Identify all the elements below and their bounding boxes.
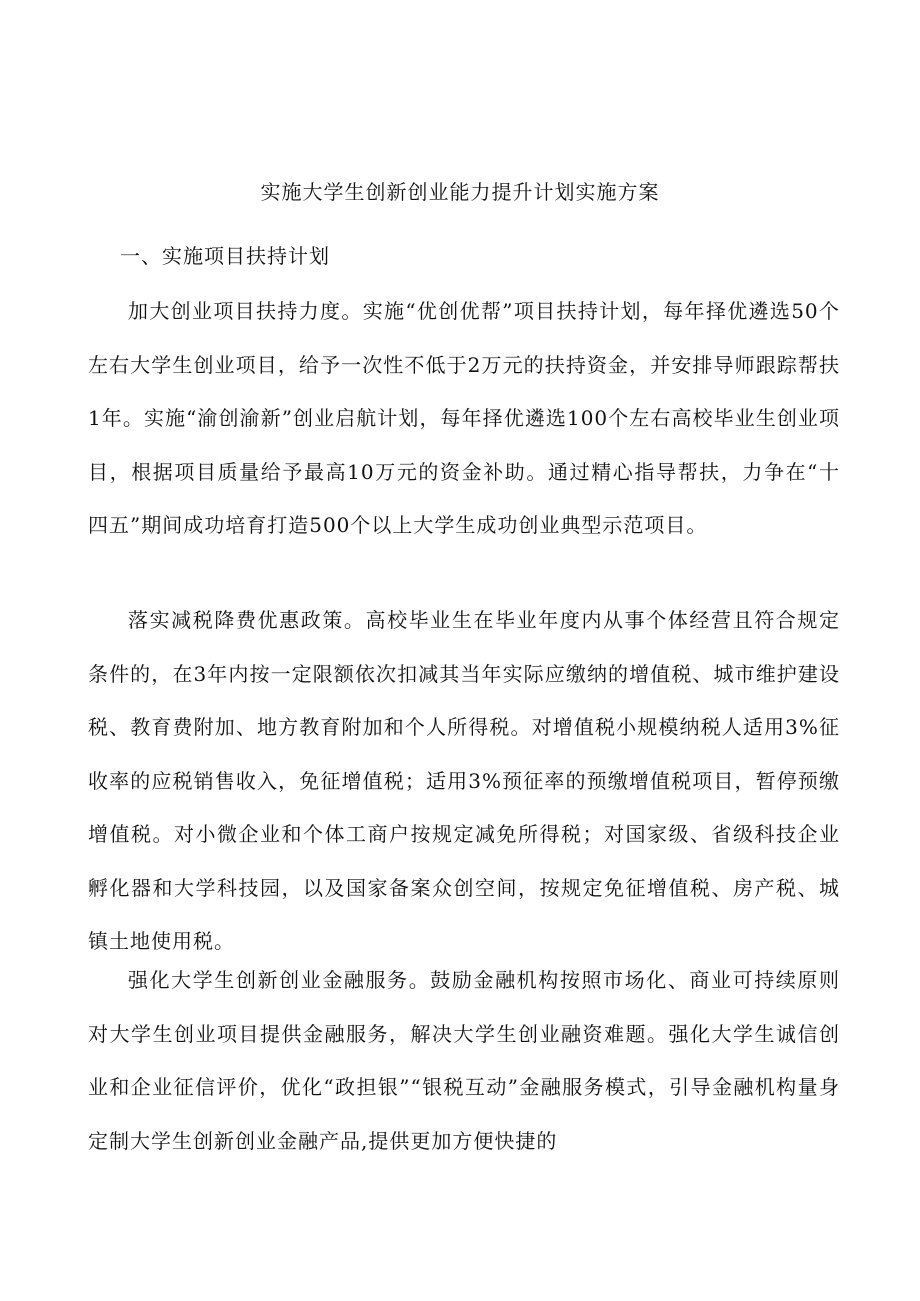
document-title: 实施大学生创新创业能力提升计划实施方案 [260,180,660,204]
paragraph-project-support: 加大创业项目扶持力度。实施“优创优帮”项目扶持计划，每年择优遴选50个左右大学生创业项目，给予一次性不低于2万元的扶持资金，并安排导师跟踪帮扶1年。实施“渝创渝新”创业启航计划，每年择优遴选100个左右高校毕业生创业项目，根据项目质量给予最高10万元的资金补助。通过精心指导帮扶，力争在“十四五”期间成功培育打造500个以上大学生成功创业典型示范项目。 [88,299,840,537]
section-heading: 一、实施项目扶持计划 [120,244,330,268]
paragraph-tax-relief: 落实减税降费优惠政策。高校毕业生在毕业年度内从事个体经营且符合规定条件的，在3年内按一定限额依次扣减其当年实际应缴纳的增值税、城市维护建设税、教育费附加、地方教育附加和个人所得税。对增值税小规模纳税人适用3%征收率的应税销售收入，免征增值税；适用3%预征率的预缴增值税项目，暂停预缴增值税。对小微企业和个体工商户按规定减免所得税；对国家级、省级科技企业孵化器和大学科技园，以及国家备案众创空间，按规定免征增值税、房产税、城镇土地使用税。 [88,608,840,953]
paragraph-financial-services: 强化大学生创新创业金融服务。鼓励金融机构按照市场化、商业可持续原则对大学生创业项目提供金融服务，解决大学生创业融资难题。强化大学生诚信创业和企业征信评价，优化“政担银”“银税互动”金融服务模式，引导金融机构量身定制大学生创新创业金融产品,提供更加方便快捷的 [88,968,840,1153]
